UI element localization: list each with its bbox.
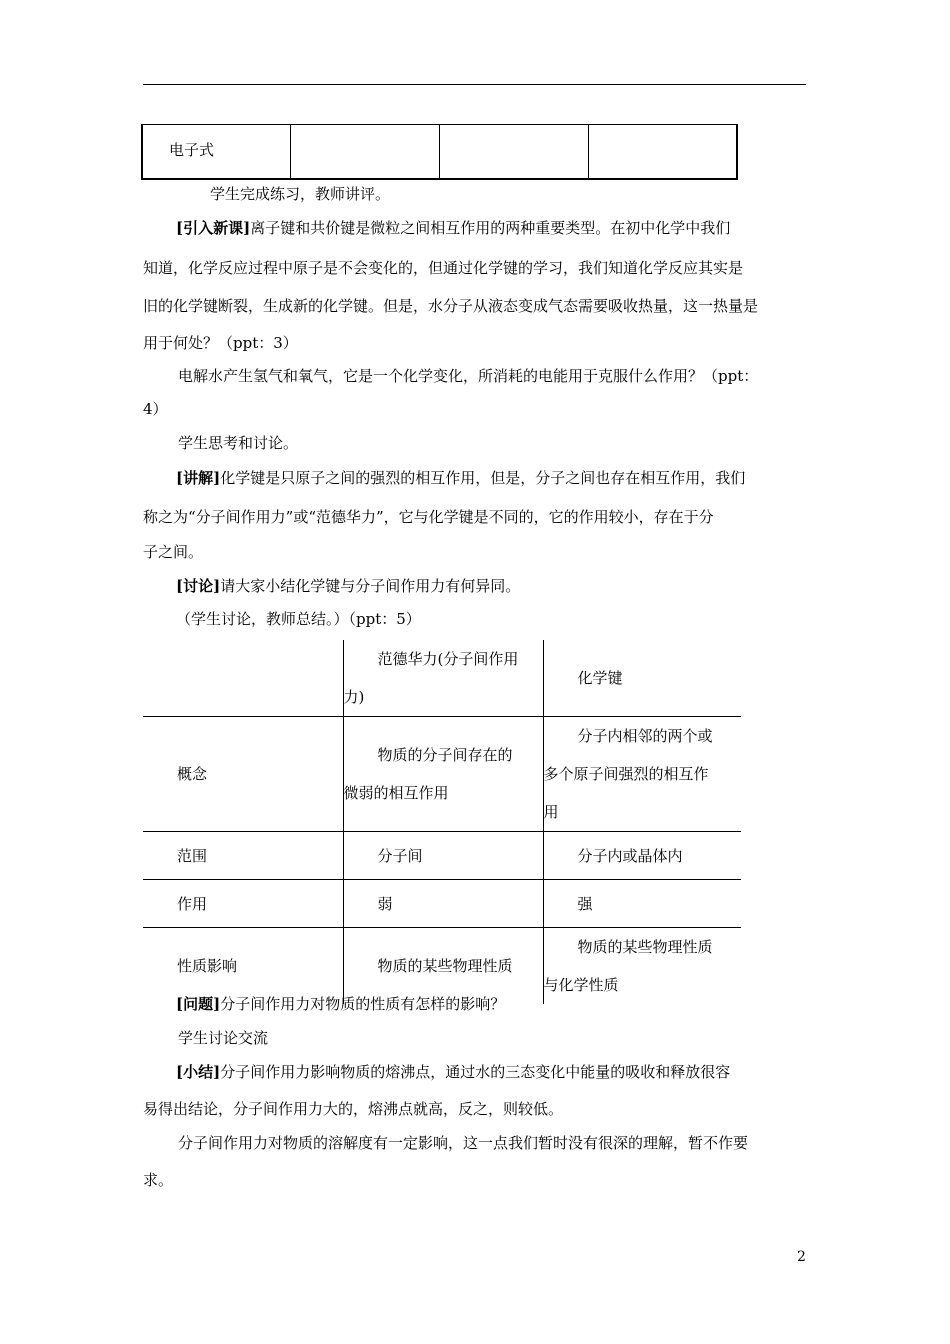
paragraph (176, 576, 520, 596)
cell-text: 物质的某些物理性质 (377, 957, 513, 975)
row-label: 性质影响 (143, 928, 343, 1005)
paragraph-text: 学生思考和讨论。 (178, 434, 299, 452)
section-tag: [小结] (176, 1063, 221, 1081)
table-cell (543, 880, 741, 928)
paragraph-text: 分子间作用力对物质的性质有怎样的影响？ (220, 995, 506, 1013)
empty-cell (588, 125, 737, 180)
table-row (142, 125, 737, 180)
paragraph-text: 称之为“分子间作用力”或“范德华力”，它与化学键是不同的，它的作用较小，存在于分 (143, 508, 714, 526)
paragraph-text: 分子间作用力对物质的溶解度有一定影响，这一点我们暂时没有很深的理解，暂不作要 (178, 1134, 749, 1152)
paragraph-text: （学生讨论，教师总结。）（ppt：5） (176, 610, 421, 628)
cell-text: 物质的某些物理性质 (577, 938, 713, 956)
paragraph-text: 易得出结论，分子间作用力大的，熔沸点就高，反之，则较低。 (143, 1100, 564, 1118)
paragraph (176, 468, 745, 488)
cell-text: 用 (543, 803, 559, 821)
paragraph-text: 分子间作用力影响物质的熔沸点，通过水的三态变化中能量的吸收和释放很容 (220, 1063, 731, 1081)
header-text: 力) (343, 688, 365, 706)
electron-formula-table (141, 124, 738, 180)
table-cell (343, 928, 543, 1005)
table-row (143, 880, 741, 928)
paragraph-text: 离子键和共价键是微粒之间相互作用的两种重要类型。在初中化学中我们 (250, 219, 731, 237)
paragraph (176, 218, 730, 238)
cell-text: 分子内相邻的两个或 (577, 727, 713, 745)
header-text: 范德华力(分子间作用 (377, 650, 519, 668)
table-cell (543, 717, 741, 832)
paragraph-text: 学生讨论交流 (178, 1029, 269, 1047)
paragraph (176, 1062, 730, 1082)
cell-text: 多个原子间强烈的相互作 (543, 765, 709, 783)
table-header-row (143, 640, 741, 717)
empty-cell (440, 125, 589, 180)
header-cell (543, 640, 741, 717)
row-label: 电子式 (142, 125, 291, 180)
cell-text: 与化学性质 (543, 976, 619, 994)
cell-text: 分子内或晶体内 (577, 846, 683, 865)
section-tag: [问题] (176, 995, 221, 1013)
section-tag: [讲解] (176, 469, 221, 487)
paragraph-text: 4） (143, 400, 168, 418)
table-cell (343, 880, 543, 928)
section-tag: [引入新课] (176, 219, 251, 237)
page-number: 2 (797, 1249, 806, 1265)
table-row (143, 928, 741, 1005)
row-label: 范围 (143, 832, 343, 880)
row-label: 概念 (143, 717, 343, 832)
paragraph-text: 求。 (143, 1171, 174, 1189)
paragraph-text: 学生完成练习，教师讲评。 (210, 185, 391, 203)
table-row (143, 832, 741, 880)
table-cell (343, 832, 543, 880)
header-text: 化学键 (577, 669, 623, 687)
header-rule (143, 84, 806, 85)
row-label: 作用 (143, 880, 343, 928)
cell-text: 强 (577, 894, 593, 913)
paragraph-text: 旧的化学键断裂，生成新的化学键。但是，水分子从液态变成气态需要吸收热量，这一热量是 (143, 297, 759, 315)
empty-cell (291, 125, 440, 180)
paragraph-text: 子之间。 (143, 543, 204, 561)
header-cell (343, 640, 543, 717)
table-cell (543, 832, 741, 880)
paragraph-text: 用于何处？（ppt：3） (143, 334, 298, 352)
table-row (143, 717, 741, 832)
cell-text: 弱 (377, 894, 393, 913)
paragraph-text: 电解水产生氢气和氧气，它是一个化学变化，所消耗的电能用于克服什么作用？（ppt： (178, 367, 759, 385)
table-cell (343, 717, 543, 832)
cell-text: 微弱的相互作用 (343, 784, 449, 802)
paragraph (176, 994, 505, 1014)
cell-text: 分子间 (377, 846, 423, 865)
empty-cell (143, 640, 343, 717)
section-tag: [讨论] (176, 577, 221, 595)
paragraph-text: 知道，化学反应过程中原子是不会变化的，但通过化学键的学习，我们知道化学反应其实是 (143, 259, 744, 277)
table-cell (543, 928, 741, 1005)
paragraph-text: 化学键是只原子之间的强烈的相互作用，但是，分子之间也存在相互作用，我们 (220, 469, 746, 487)
paragraph-text: 请大家小结化学键与分子间作用力有何异同。 (220, 577, 521, 595)
comparison-table (143, 640, 741, 1004)
cell-text: 物质的分子间存在的 (377, 746, 513, 764)
